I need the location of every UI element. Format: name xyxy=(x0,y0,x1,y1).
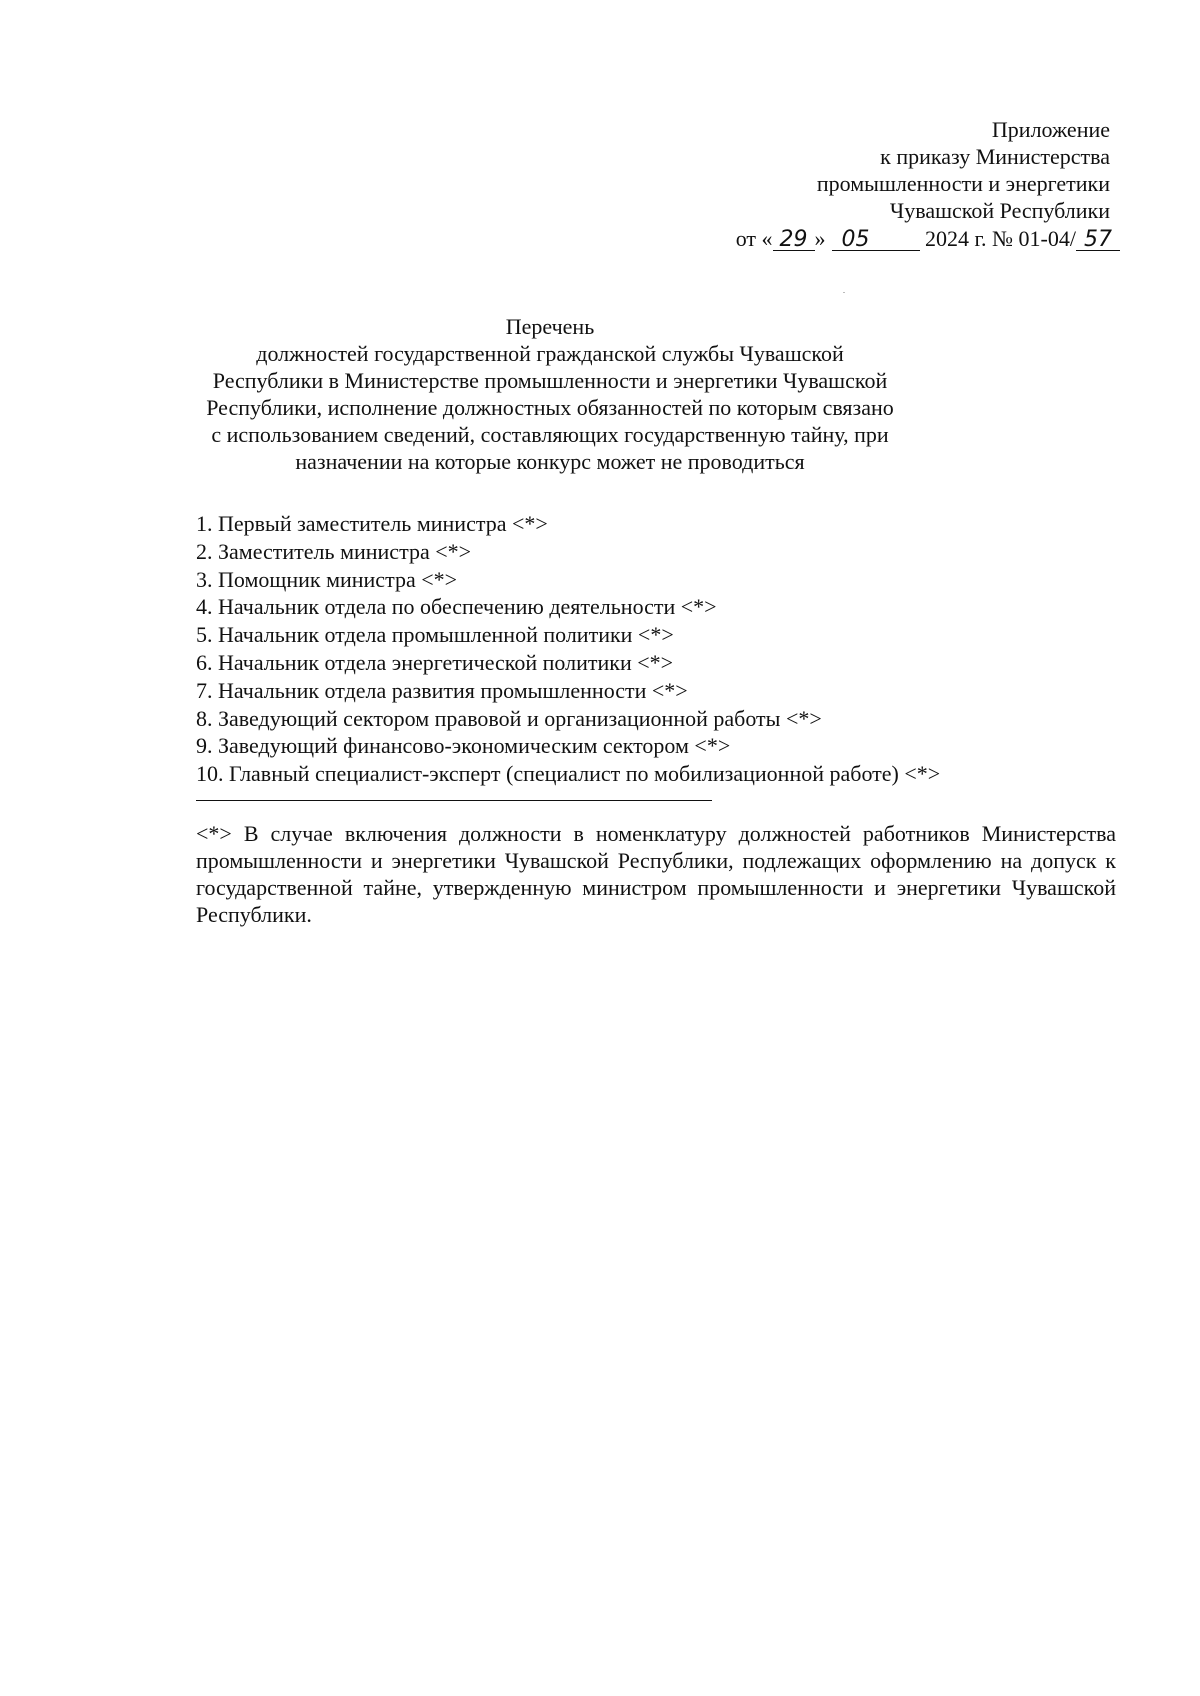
order-year-number: 2024 г. № 01-04/ xyxy=(925,226,1076,251)
list-item: 9. Заведующий финансово-экономическим сектором <*> xyxy=(196,733,731,759)
document-title xyxy=(200,313,900,475)
appendix-label: Приложение xyxy=(991,117,1110,142)
list-item: 8. Заведующий сектором правовой и организационной работы <*> xyxy=(196,705,822,731)
list-item: 5. Начальник отдела промышленной политики <*> xyxy=(196,622,674,648)
scan-speck xyxy=(843,292,845,293)
order-date-line xyxy=(736,225,1120,252)
date-prefix: от « xyxy=(735,226,773,251)
list-item: 6. Начальник отдела энергетической политики <*> xyxy=(196,649,674,675)
date-quote-close: » xyxy=(814,226,826,251)
handwritten-order-number: 57 xyxy=(1076,230,1120,251)
list-item: 7. Начальник отдела развития промышленности <*> xyxy=(196,677,688,703)
list-item: 10. Главный специалист-эксперт (специалист по мобилизационной работе) <*> xyxy=(196,761,941,787)
list-item: 1. Первый заместитель министра <*> xyxy=(196,511,548,536)
list-item: 3. Помощник министра <*> xyxy=(196,566,458,592)
footnote-divider xyxy=(196,800,712,801)
order-reference: к приказу Министерства xyxy=(880,144,1110,169)
republic-name: Чувашской Республики xyxy=(889,198,1110,223)
title-description: должностей государственной гражданской службы Чувашской Республики в Министерстве промышленности и энергетики Чувашской Республики, исполнение должностных обязанностей по которым связано с использованием сведений, составляющих государственную тайну, при назначении на которые конкурс может не проводиться xyxy=(206,341,894,474)
title-heading: Перечень xyxy=(505,314,595,339)
list-item: 4. Начальник отдела по обеспечению деятельности <*> xyxy=(196,594,717,620)
positions-list xyxy=(196,510,1096,788)
footnote-text: <*> В случае включения должности в номенклатуру должностей работников Министерства промышленности и энергетики Чувашской Республики, подлежащих оформлению на допуск к государственной тайне, утвержденную министром промышленности и энергетики Чувашской Республики. xyxy=(196,821,1116,927)
ministry-name: промышленности и энергетики xyxy=(816,171,1110,196)
handwritten-month: 05 xyxy=(832,230,920,251)
appendix-header xyxy=(590,116,1110,224)
handwritten-day: 29 xyxy=(773,230,815,251)
list-item: 2. Заместитель министра <*> xyxy=(196,538,472,564)
